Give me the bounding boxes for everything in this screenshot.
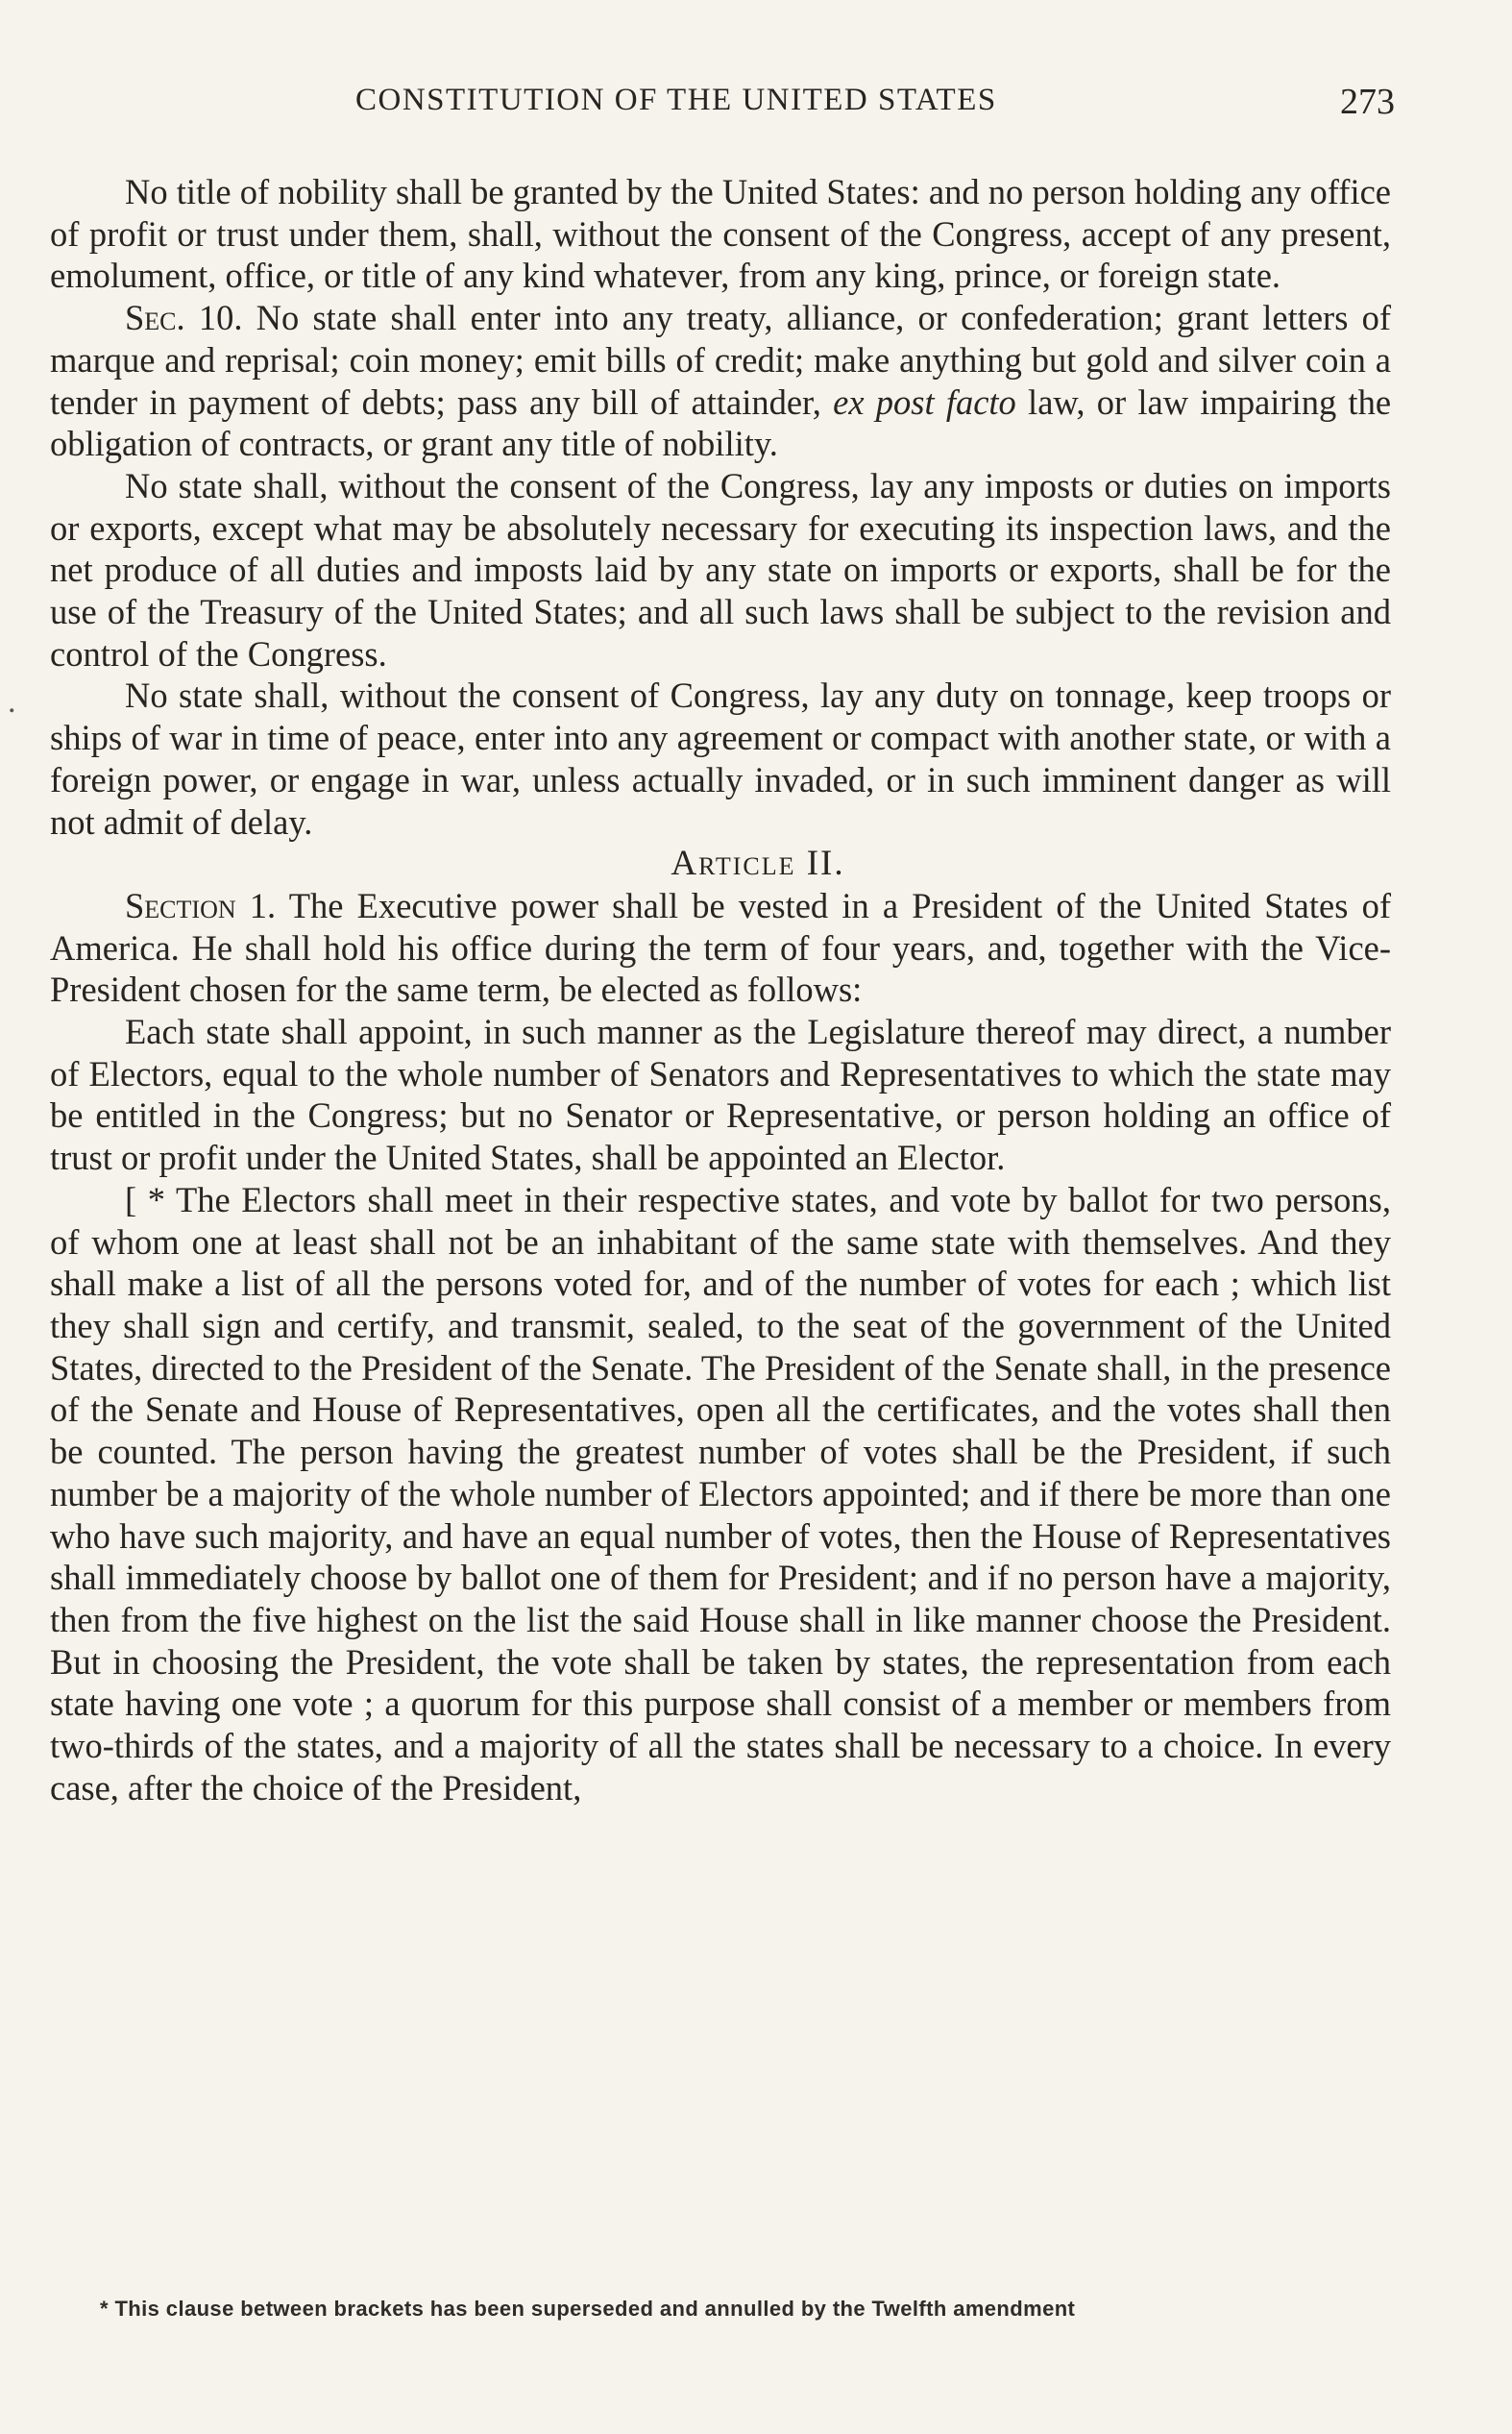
paragraph-electors-appointment-text: Each state shall appoint, in such manner as the Legislature thereof may direct, a number of Electors, equal to the whole number of Senators and Representatives to which the state may be entitled in the Congress; but no Senator or Representative, or person holding an office of trust or profit under the United States, shall be appointed an Elector. bbox=[50, 1012, 1391, 1178]
paragraph-nobility bbox=[50, 171, 1391, 297]
section-1-label: Section 1. bbox=[125, 885, 277, 925]
margin-dot: . bbox=[8, 684, 16, 720]
section-10-text-a: No state shall enter into any treaty, alliance, or confederation; grant letters of marque and reprisal; coin money; emit bills of credit; make anything but gold and silver coin a tender in payment of debts; pass any bill of attainder, bbox=[50, 298, 1392, 422]
bracket-mark: [ * bbox=[125, 1179, 176, 1219]
page-number: 273 bbox=[1340, 82, 1395, 122]
article-heading: Article II. bbox=[671, 844, 845, 884]
paragraph-electors-ballot bbox=[50, 1179, 1391, 1809]
paragraph-electors-ballot-text: The Electors shall meet in their respective states, and vote by ballot for two persons, of whom one at least shall not be an inhabitant of the same state with themselves. And they shall make a list of all the persons voted for, and of the number of votes for each ; which list they shall sign and certify, and transmit, sealed, to the seat of the government of the United States, directed to the President of the Senate. The President of the Senate shall, in the presence of the Senate and House of Representatives, open all the certificates, and the votes shall then be counted. The person having the greatest number of votes shall be the President, if such number be a majority of the whole number of Electors appointed; and if there be more than one who have such majority, and have an equal number of votes, then the House of Representatives shall immediately choose by ballot one of them for President; and if no person have a majority, then from the five highest on the list the said House shall in like manner choose the President. But in choosing the President, the vote shall be taken by states, the representation from each state having one vote ; a quorum for this purpose shall consist of a member or members from two-thirds of the states, and a majority of all the states shall be necessary to a choice. In every case, after the choice of the President, bbox=[50, 1179, 1391, 1807]
paragraph-tonnage bbox=[50, 675, 1391, 843]
section-10-label: Sec. 10. bbox=[125, 298, 243, 338]
body-text bbox=[50, 171, 1391, 1808]
section-10-text-b: law, or law impairing the obligation of contracts, or grant any title of nobility. bbox=[50, 381, 1392, 464]
paragraph-imposts-text: No state shall, without the consent of the Congress, lay any imposts or duties on imports or exports, except what may be absolutely necessary for executing its inspection laws, and the net produce of all duties and imposts laid by any state on imports or exports, shall be for the use of the Treasury of the United States; and all such laws shall be subject to the revision and control of the Congress. bbox=[50, 465, 1391, 674]
section-1-text: The Executive power shall be vested in a President of the United States of America. He shall hold his office during the term of four years, and, together with the Vice-President chosen for the same term, be elected as follows: bbox=[50, 885, 1391, 1010]
paragraph-electors-appointment bbox=[50, 1011, 1391, 1179]
section-10-italic: ex post facto bbox=[833, 381, 1016, 422]
paragraph-tonnage-text: No state shall, without the consent of Congress, lay any duty on tonnage, keep troops or ships of war in time of peace, enter into any agreement or compact with another state, or with a foreign power, or engage in war, unless actually invaded, or in such imminent danger as will not admit of delay. bbox=[50, 676, 1391, 842]
paragraph-imposts bbox=[50, 465, 1391, 676]
paragraph-section-1 bbox=[50, 885, 1391, 1011]
paragraph-nobility-text: No title of nobility shall be granted by the United States: and no person holding any office of profit or trust under them, shall, without the consent of the Congress, accept of any present, emolument, office, or title of any kind whatever, from any king, prince, or foreign state. bbox=[50, 172, 1391, 296]
paragraph-section-10 bbox=[50, 297, 1391, 465]
running-head bbox=[50, 83, 1395, 133]
running-title: CONSTITUTION OF THE UNITED STATES bbox=[355, 83, 997, 117]
footnote: * This clause between brackets has been superseded and annulled by the Twelfth amendment bbox=[100, 2297, 1076, 2321]
